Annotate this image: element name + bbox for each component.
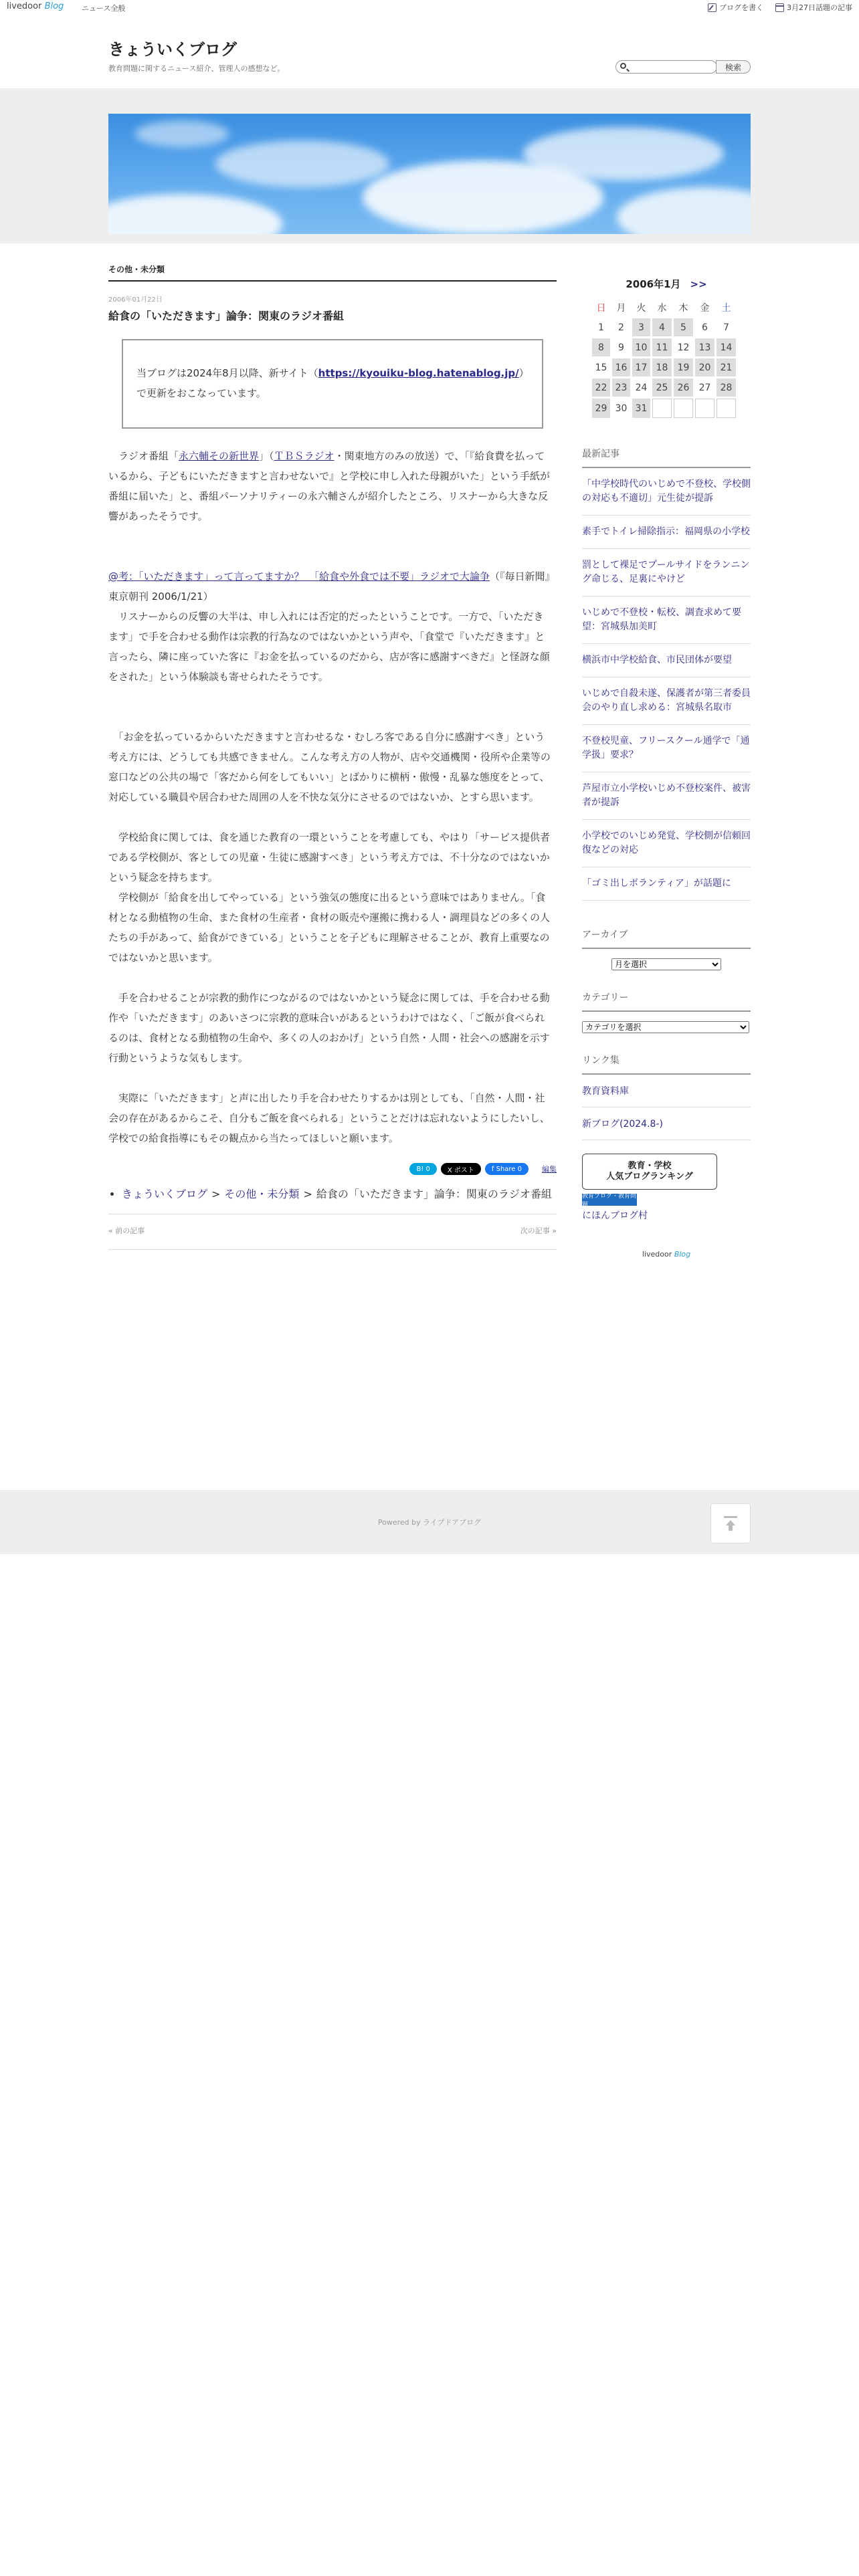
calendar-day[interactable]: 20 <box>695 358 714 377</box>
arrow-up-icon <box>724 1516 737 1531</box>
main-column <box>108 262 557 1250</box>
calendar-day: 6 <box>702 322 708 333</box>
notice-text-tail: ）で更新をおこなっています。 <box>136 367 524 399</box>
breadcrumb-home[interactable]: きょういくブログ <box>122 1188 208 1200</box>
calendar-day[interactable]: 8 <box>592 338 610 356</box>
article-body <box>108 446 557 1148</box>
topic-link[interactable] <box>775 2 852 13</box>
calendar-day[interactable]: 17 <box>632 358 650 377</box>
calendar-day <box>674 399 693 418</box>
new-site-link[interactable]: https://kyouiku-blog.hatenablog.jp/ <box>318 367 519 379</box>
edit-link[interactable]: 編集 <box>542 1165 557 1174</box>
calendar-day[interactable]: 11 <box>652 338 672 356</box>
link-item <box>582 1107 751 1140</box>
calendar-weekday: 木 <box>678 302 688 314</box>
breadcrumb-category[interactable]: その他・未分類 <box>224 1188 300 1200</box>
calendar-day[interactable]: 4 <box>652 318 672 336</box>
calendar-day[interactable]: 29 <box>592 399 610 418</box>
recent-post-link[interactable]: 素手でトイレ掃除指示：福岡県の小学校 <box>582 526 751 537</box>
breadcrumb-current: 給食の「いただきます」論争：関東のラジオ番組 <box>316 1188 552 1200</box>
recent-post-item <box>582 677 751 725</box>
search-input[interactable] <box>631 62 717 73</box>
calendar-header <box>582 277 751 291</box>
livedoor-blog-footer-logo[interactable]: livedoor Blog <box>642 1250 691 1259</box>
pen-icon <box>708 3 717 12</box>
recent-post-item <box>582 820 751 867</box>
recent-post-link[interactable]: 芦屋市立小学校いじめ不登校案件、被害者が提訴 <box>582 783 751 808</box>
paragraph-6: 実際に「いただきます」と声に出したり手を合わせたりするかは別としても、「自然・人間・社会の存在があるからこそ、自分もご飯を食べられる」ということだけは忘れないようにしたいし、学校での給食指導にもその観点から当たってほしいと願います。 <box>108 1092 550 1144</box>
calendar-day[interactable]: 26 <box>674 379 693 397</box>
breadcrumb <box>108 1184 557 1204</box>
category-select[interactable] <box>582 1021 749 1033</box>
calendar-day[interactable]: 21 <box>717 358 736 377</box>
logo-text-blog: Blog <box>44 1 64 11</box>
calendar-weekday: 土 <box>721 302 731 314</box>
calendar-weekday: 金 <box>700 302 710 314</box>
next-post-link[interactable]: 次の記事 » <box>520 1226 557 1235</box>
search-icon <box>620 63 626 69</box>
notice-text: 当ブログは2024年8月以降、新サイト（ <box>136 367 318 379</box>
calendar-day[interactable]: 16 <box>612 358 630 377</box>
recent-post-item <box>582 516 751 549</box>
recent-post-item <box>582 644 751 677</box>
blog-description: 教育問題に関するニュース紹介、管理人の感想など。 <box>108 64 285 73</box>
blog-header <box>0 15 859 88</box>
calendar-icon <box>775 3 784 12</box>
calendar-day: 1 <box>598 322 604 333</box>
calendar-day[interactable]: 25 <box>652 379 672 397</box>
search-box <box>615 60 717 74</box>
calendar-day: 2 <box>618 322 624 333</box>
calendar-weekday: 日 <box>596 302 606 314</box>
topbar-actions <box>708 2 852 13</box>
post-navigation <box>108 1214 557 1236</box>
recent-post-link[interactable]: 「ゴミ出しボランティア」が話題に <box>582 878 731 889</box>
write-blog-link[interactable] <box>708 2 763 13</box>
divider <box>108 1249 557 1250</box>
calendar-month: 2006年1月 <box>626 278 681 290</box>
calendar-day[interactable]: 31 <box>632 399 650 418</box>
calendar-day[interactable]: 3 <box>632 318 650 336</box>
search-form <box>615 60 751 74</box>
share-buttons <box>108 1163 557 1175</box>
link-item-link[interactable]: 新ブログ(2024.8-) <box>582 1119 663 1130</box>
calendar-day: 24 <box>635 382 648 393</box>
paragraph-1: ラジオ番組「永六輔その新世界」（ＴＢＳラジオ・関東地方のみの放送）で、「『給食費を払っているから、子どもにいただきますと言わせないで』と学校に申し入れた母親がいた」という手紙が番組に届いた」と、番組パーソナリティーの永六輔さんが紹介したところ、リスナーから大きな反響があったそうです。 <box>108 450 551 522</box>
calendar <box>590 296 738 420</box>
breadcrumb-item: • きょういくブログ > その他・未分類 > 給食の「いただきます」論争：関東のラジオ番組 <box>122 1184 557 1204</box>
recent-post-link[interactable]: 不登校児童、フリースクール通学で「通学扱」要求？ <box>582 736 750 760</box>
recent-post-link[interactable]: 横浜市中学校給食、市民団体が要望 <box>582 655 732 665</box>
links-heading: リンク集 <box>582 1053 751 1075</box>
back-to-top-button[interactable] <box>710 1503 751 1543</box>
calendar-day: 30 <box>615 403 628 414</box>
calendar-day[interactable]: 23 <box>612 379 630 397</box>
recent-post-item <box>582 597 751 644</box>
calendar-day[interactable]: 28 <box>717 379 736 397</box>
calendar-weekday: 火 <box>636 302 646 314</box>
mainichi-article-link[interactable]: @考：「いただきます」って言ってますか？ 「給食や外食では不要」ラジオで大論争 <box>108 570 490 582</box>
calendar-day[interactable]: 14 <box>717 338 736 356</box>
calendar-day <box>695 399 714 418</box>
calendar-weekday: 水 <box>657 302 667 314</box>
link-item <box>582 1075 751 1107</box>
calendar-day: 15 <box>595 362 607 373</box>
category-heading-side: カテゴリー <box>582 990 751 1012</box>
recent-post-item <box>582 867 751 901</box>
calendar-day[interactable]: 19 <box>674 358 693 377</box>
calendar-day[interactable]: 13 <box>695 338 714 356</box>
recent-post-item <box>582 468 751 516</box>
recent-post-link[interactable]: 小学校でのいじめ発覚、学校側が信頼回復などの対応 <box>582 831 751 855</box>
livedoor-blog-logo[interactable] <box>7 1 64 11</box>
topic-label: 3月27日話題の記事 <box>787 3 852 12</box>
post-title[interactable]: 給食の「いただきます」論争：関東のラジオ番組 <box>108 310 345 322</box>
facebook-share-button[interactable]: f Share 0 <box>485 1163 529 1175</box>
archive-select[interactable] <box>611 958 721 970</box>
calendar-day[interactable]: 22 <box>592 379 610 397</box>
ranking-badge[interactable] <box>582 1154 717 1190</box>
x-post-button[interactable]: X ポスト <box>441 1163 481 1175</box>
global-topbar <box>0 0 859 15</box>
links-list <box>582 1075 751 1140</box>
blogmura-badge[interactable]: 教育ブログ・教育問題 <box>582 1193 637 1208</box>
logo-text: livedoor <box>7 1 42 11</box>
sky-banner-image <box>108 114 751 234</box>
hatena-bookmark-button[interactable]: B! 0 <box>409 1163 436 1175</box>
calendar-day: 9 <box>618 342 624 353</box>
powered-by[interactable]: Powered by ライブドアブログ <box>377 1518 482 1527</box>
recent-post-link[interactable]: いじめで不登校・転校、調査求めて要望：宮城県加美町 <box>582 607 741 632</box>
link-item-link[interactable]: 教育資料庫 <box>582 1086 629 1097</box>
post-date: 2006年01月22日 <box>108 296 163 304</box>
tbs-radio-link[interactable]: ＴＢＳラジオ <box>274 450 335 462</box>
calendar-day: 7 <box>723 322 729 333</box>
banner-area <box>0 88 859 243</box>
paragraph-4: 学校給食に関しては、食を通じた教育の一環ということを考慮しても、やはり「サービス提供者である学校側が、客としての児童・生徒に感謝すべき」という考え方では、不十分なのではないかという疑念を持ちます。 学校側が「給食を出してやっている」という強気の態度に出るという意味ではありません。「食材となる動植物の生命、また食材の生産者・食材の販売や運搬に携わる人・調理員などの多くの人たちの手があって、給食ができている」ということを子どもに理解させることが、教育上重要なのではないかと思います。 <box>108 831 551 964</box>
write-blog-label: ブログを書く <box>719 3 763 12</box>
calendar-weekday: 月 <box>616 302 626 314</box>
search-button[interactable]: 検索 <box>716 60 751 74</box>
recent-posts-heading: 最新記事 <box>582 447 751 468</box>
paragraph-3: 「お金を払っているからいただきますと言わせるな・むしろ客である自分に感謝すべき」という考え方には、どうしても共感できません。こんな考え方の人物が、店や交通機関・役所や企業等の窓口などの公共の場で「客だから何をしてもいい」とばかりに横柄・傲慢・乱暴な態度をとって、対応している職員や居合わせた周囲の人を不快な気分にさせるのではないか、とすら思います。 <box>108 731 551 803</box>
recent-post-link[interactable]: 「中学校時代のいじめで不登校、学校側の対応も不適切」元生徒が提訴 <box>582 479 751 504</box>
recent-post-link[interactable]: 罰として裸足でプールサイドをランニング命じる、足裏にやけど <box>582 560 750 584</box>
calendar-day <box>652 399 672 418</box>
news-link[interactable]: ニュース全般 <box>82 4 126 13</box>
footer <box>0 1490 859 1554</box>
ranking-badge-text: 教育・学校 人気ブログランキング <box>606 1161 693 1182</box>
sidebar <box>582 277 751 1259</box>
calendar-day: 27 <box>698 382 711 393</box>
blogmura-link[interactable]: にほんブログ村 <box>582 1210 648 1221</box>
recent-post-link[interactable]: いじめで自殺未遂、保護者が第三者委員会のやり直し求める：宮城県名取市 <box>582 688 751 713</box>
relocation-notice <box>122 339 543 429</box>
prev-post-link[interactable]: « 前の記事 <box>108 1226 145 1235</box>
calendar-day: 12 <box>677 342 690 353</box>
recent-posts-list <box>582 468 751 901</box>
paragraph-5: 手を合わせることが宗教的動作につながるのではないかという疑念に関しては、手を合わせる動作や「いただきます」のあいさつに宗教的意味合いがあるというわけではなく、「ご飯が食べられるのは、食材となる動植物の生命や、多くの人のおかげ」という自然・人間・社会への感謝を示す行動というような気もします。 <box>108 992 550 1064</box>
calendar-next-link[interactable]: >> <box>690 278 707 290</box>
calendar-day <box>717 399 736 418</box>
category-heading[interactable]: その他・未分類 <box>108 263 557 282</box>
calendar-day[interactable]: 10 <box>632 338 650 356</box>
calendar-day[interactable]: 18 <box>652 358 672 377</box>
recent-post-item <box>582 772 751 820</box>
blog-title[interactable]: きょういくブログ <box>108 40 237 59</box>
recent-post-item <box>582 725 751 772</box>
calendar-day[interactable]: 5 <box>674 318 693 336</box>
archive-heading: アーカイブ <box>582 928 751 949</box>
paragraph-2: @考：「いただきます」って言ってますか？ 「給食や外食では不要」ラジオで大論争（『毎日新聞』東京朝刊 2006/1/21） リスナーからの反響の大半は、申し入れには否定的だったということです。一方で、「いただきます」で手を合わせる動作は宗教的行為なのではないかという声や、「食堂で『いただきます』と言ったら、隣に座っていた客に『お金を払っているのだから、店が客に感謝すべきだ』と怪訝な顔をされた」という体験談も寄せられたそうです。 <box>108 570 551 683</box>
recent-post-item <box>582 549 751 597</box>
radio-program-link[interactable]: 永六輔その新世界 <box>179 450 260 462</box>
